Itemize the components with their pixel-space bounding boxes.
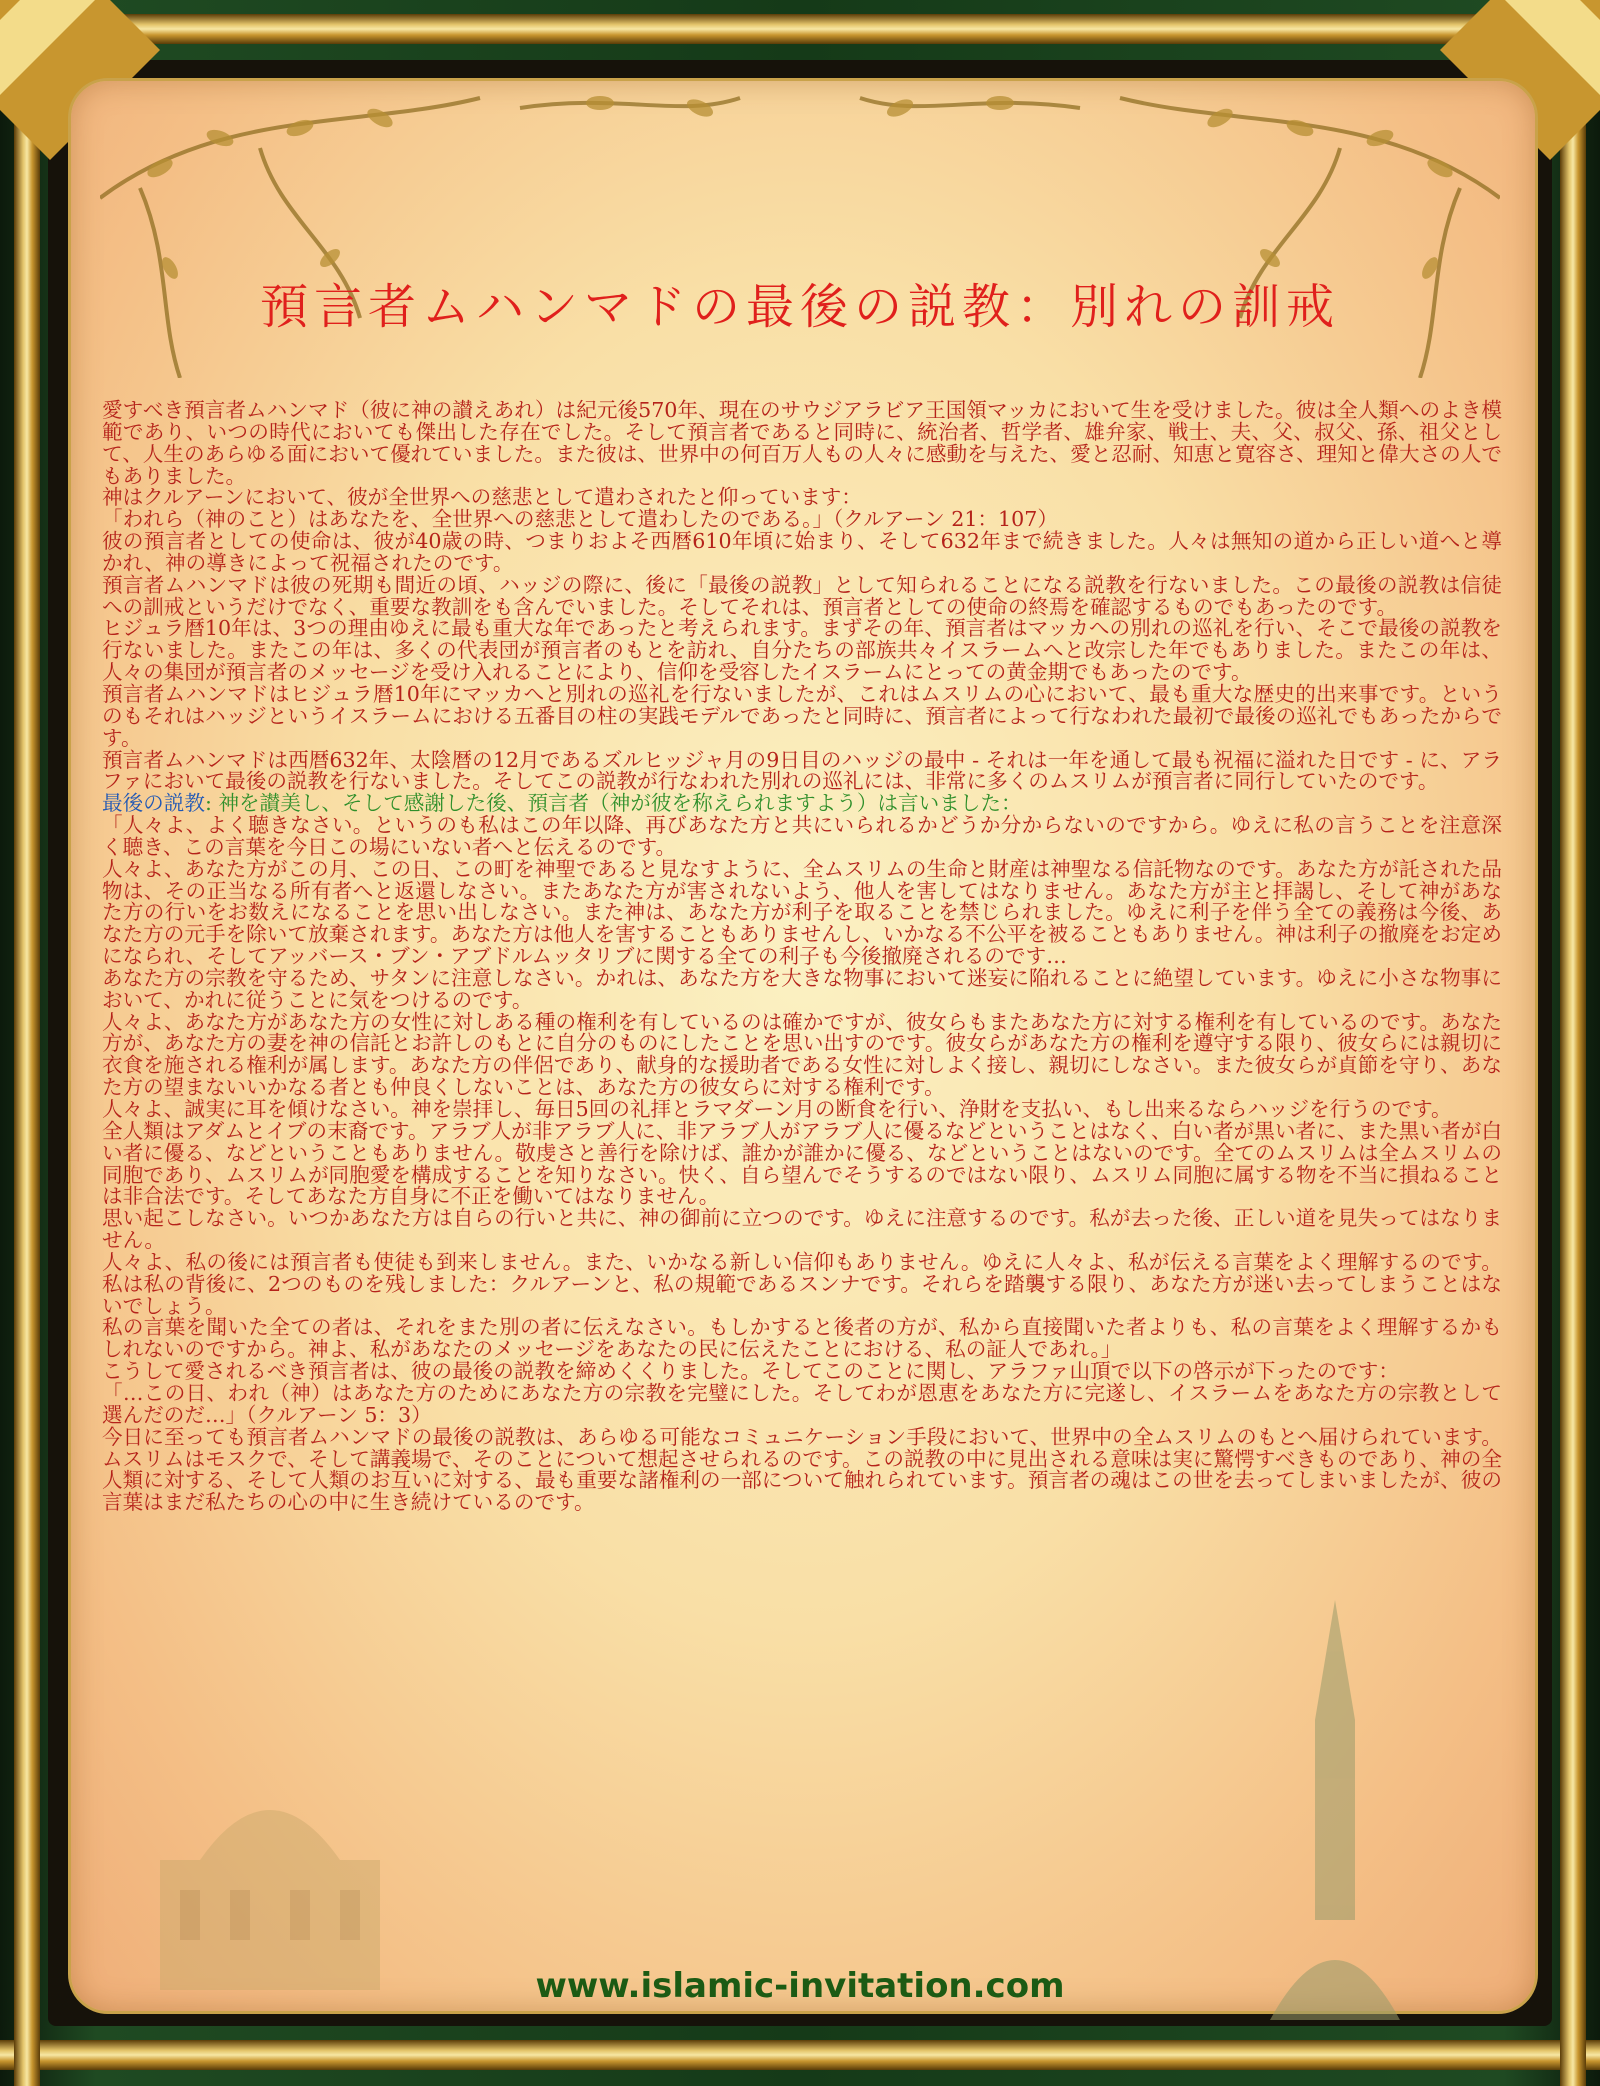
sermon-label: 最後の説教	[102, 791, 205, 816]
paragraph: 預言者ムハンマドはヒジュラ暦10年にマッカへと別れの巡礼を行ないましたが、これはムスリムの心において、最も重大な歴史的出来事です。というのもそれはハッジというイスラームにおける五番目の柱の実践モデルであったと同時に、預言者によって行なわれた最初で最後の巡礼でもあったからです。	[102, 681, 1502, 750]
sermon-intro: : 神を讃美し、そして感謝した後、預言者（神が彼を称えられますよう）は言いました：	[204, 791, 1022, 816]
paragraph: 愛すべき預言者ムハンマド（彼に神の讃えあれ）は紀元後570年、現在のサウジアラビア王国領マッカにおいて生を受けました。彼は全人類へのよき模範であり、いつの時代においても傑出した存在でした。そして預言者であると同時に、統治者、哲学者、雄弁家、戦士、夫、父、叔父、孫、祖父として、人生のあらゆる面において優れていました。また彼は、世界中の何百万人もの人々に感動を与えた、愛と忍耐、知恵と寛容さ、理知と偉大さの人でもありました。	[102, 398, 1502, 488]
gold-bar-right	[1560, 0, 1586, 2086]
sermon-paragraph: あなた方の宗教を守るため、サタンに注意しなさい。かれは、あなた方を大きな物事において迷妄に陥れることに絶望しています。ゆえに小さな物事において、かれに従うことに気をつけるのです。	[102, 965, 1502, 1012]
minaret-icon	[1260, 1600, 1410, 2020]
quran-quote: 「われら（神のこと）はあなたを、全世界への慈悲として遣わしたのである。」（クルアーン 21：107）	[102, 507, 1058, 532]
paragraph: 彼の預言者としての使命は、彼が40歳の時、つまりおよそ西暦610年頃に始まり、そして632年まで続きました。人々は無知の道から正しい道へと導かれ、神の導きによって祝福されたのです。	[102, 529, 1502, 575]
sermon-paragraph: 人々よ、あなた方がこの月、この日、この町を神聖であると見なすように、全ムスリムの生命と財産は神聖なる信託物なのです。あなた方が託された品物は、その正当なる所有者へと返還しなさい。またあなた方が害されないよう、他人を害してはなりません。あなた方が主と拝謁し、そして神があなた方の行いをお数えになることを思い出しなさい。また神は、あなた方が利子を取ることを禁じられました。ゆえに利子を伴う全ての義務は今後、あなた方の元手を除いて放棄されます。あなた方は他人を害することもありませんし、いかなる不公平を被ることもありません。神は利子の撤廃をお定めになられ、そしてアッバース・ブン・アブドルムッタリブに関する全ての利子も今後撤廃されるのです…	[102, 856, 1502, 969]
paragraph: 神はクルアーンにおいて、彼が全世界への慈悲として遣わされたと仰っています：	[102, 485, 862, 510]
footer-url-link[interactable]: www.islamic-invitation.com	[535, 1966, 1065, 2006]
gold-bar-bottom	[0, 2040, 1600, 2070]
paragraph: 預言者ムハンマドは西暦632年、太陰暦の12月であるズルヒッジャ月の9日目のハッジの最中 - それは一年を通して最も祝福に溢れた日です - に、アラファにおいて最後の説教を行ないました。そしてこの説教が行なわれた別れの巡礼には、非常に多くのムスリムが預言者に同行していたのです。	[102, 747, 1502, 794]
paragraph: ヒジュラ暦10年は、3つの理由ゆえに最も重大な年であったと考えられます。まずその年、預言者はマッカへの別れの巡礼を行い、そこで最後の説教を行ないました。またこの年は、多くの代表団が預言者のもとを訪れ、自分たちの部族共々イスラームへと改宗した年でもありました。またこの年は、人々の集団が預言者のメッセージを受け入れることにより、信仰を受容したイスラームにとっての黄金期でもあったのです。	[102, 616, 1502, 685]
sermon-paragraph: 私の言葉を聞いた全ての者は、それをまた別の者に伝えなさい。もしかすると後者の方が、私から直接聞いた者よりも、私の言葉をよく理解するかもしれないのですから。神よ、私があなたのメッセージをあなたの民に伝えたことにおける、私の証人であれ。」	[102, 1315, 1502, 1362]
page-title: 預言者ムハンマドの最後の説教：別れの訓戒	[259, 279, 1340, 335]
sermon-paragraph: 「人々よ、よく聴きなさい。というのも私はこの年以降、再びあなた方と共にいられるかどうか分からないのですから。ゆえに私の言うことを注意深く聴き、この言葉を今日この場にいない者へと伝えるのです。	[102, 813, 1502, 859]
sermon-paragraph: 人々よ、誠実に耳を傾けなさい。神を崇拝し、毎日5回の礼拝とラマダーン月の断食を行い、浄財を支払い、もし出来るならハッジを行うのです。	[102, 1097, 1452, 1121]
sermon-paragraph: 全人類はアダムとイブの末裔です。アラブ人が非アラブ人に、非アラブ人がアラブ人に優るなどということはなく、白い者が黒い者に、また黒い者が白い者に優る、などということもありません。敬虔さと善行を除けば、誰かが誰かに優る、などということはないのです。全てのムスリムは全ムスリムの同胞であり、ムスリムが同胞愛を構成することを知りなさい。快く、自ら望んでそうするのではない限り、ムスリム同胞に属する物を不当に損ねることは非合法です。そしてあなた方自身に不正を働いてはなりません。	[102, 1118, 1502, 1209]
sermon-paragraph: 人々よ、私の後には預言者も使徒も到来しません。また、いかなる新しい信仰もありません。ゆえに人々よ、私が伝える言葉をよく理解するのです。私は私の背後に、2つのものを残しました：クルアーンと、私の規範であるスンナです。それらを踏襲する限り、あなた方が迷い去ってしまうことはないでしょう。	[102, 1249, 1502, 1318]
sermon-heading	[102, 793, 1502, 815]
quran-quote: 「…この日、われ（神）はあなた方のためにあなた方の宗教を完璧にした。そしてわが恩恵をあなた方に完遂し、イスラームをあなた方の宗教として選んだのだ…」（クルアーン 5：3）	[102, 1380, 1502, 1427]
article-body	[102, 400, 1502, 1514]
paragraph: 預言者ムハンマドは彼の死期も間近の頃、ハッジの際に、後に「最後の説教」として知られることになる説教を行ないました。この最後の説教は信徒への訓戒というだけでなく、重要な教訓をも含んでいました。そしてそれは、預言者としての使命の終焉を確認するものでもあったのです。	[102, 572, 1502, 619]
sermon-paragraph: 人々よ、あなた方があなた方の女性に対しある種の権利を有しているのは確かですが、彼女らもまたあなた方に対する権利を有しているのです。あなた方が、あなた方の妻を神の信託とお許しのもとに自分のものにしたことを思い出すのです。彼女らがあなた方の権利を遵守する限り、彼女らには親切に衣食を施される権利が属します。あなた方の伴侶であり、献身的な援助者である女性に対しよく接し、親切にしなさい。また彼女らが貞節を守り、あなた方の望まないいかなる者とも仲良くしないことは、あなた方の彼女らに対する権利です。	[102, 1009, 1502, 1100]
gold-bar-top	[0, 14, 1600, 44]
paragraph: こうして愛されるべき預言者は、彼の最後の説教を締めくくりました。そしてこのことに関し、アラファ山頂で以下の啓示が下ったのです：	[102, 1359, 1399, 1384]
sermon-paragraph: 思い起こしなさい。いつかあなた方は自らの行いと共に、神の御前に立つのです。ゆえに注意するのです。私が去った後、正しい道を見失ってはなりません。	[102, 1206, 1502, 1253]
gold-bar-left	[14, 0, 40, 2086]
mosque-dome-icon	[140, 1740, 400, 1990]
paragraph: 今日に至っても預言者ムハンマドの最後の説教は、あらゆる可能なコミュニケーション手段において、世界中の全ムスリムのもとへ届けられています。ムスリムはモスクで、そして講義場で、そのことについて想起させられるのです。この説教の中に見出される意味は実に驚愕すべきものであり、神の全人類に対する、そして人類のお互いに対する、最も重要な諸権利の一部について触れられています。預言者の魂はこの世を去ってしまいましたが、彼の言葉はまだ私たちの心の中に生き続けているのです。	[102, 1424, 1502, 1515]
